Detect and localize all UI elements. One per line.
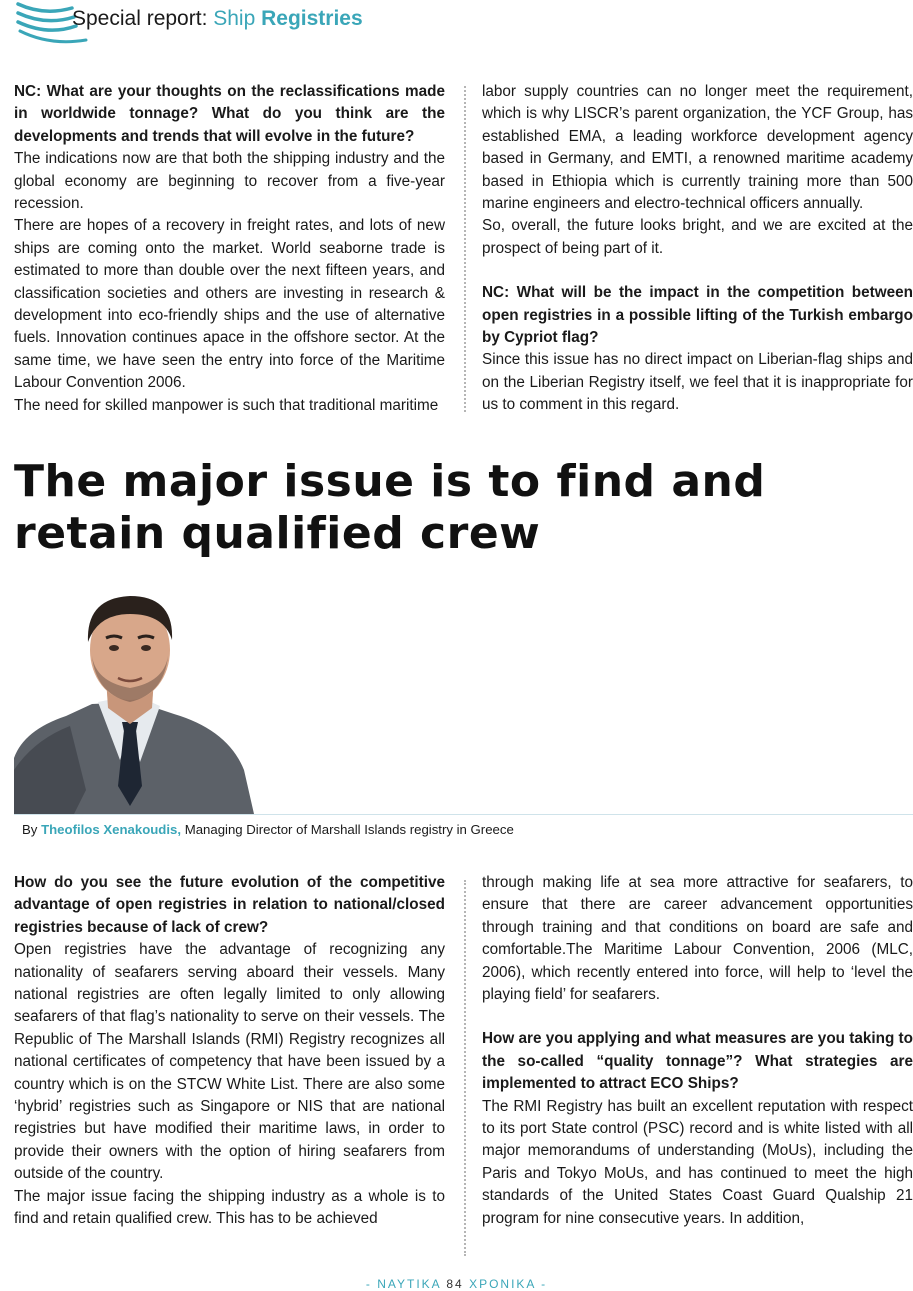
byline-role: Managing Director of Marshall Islands registry in Greece xyxy=(184,822,514,837)
top-right-column xyxy=(482,81,913,417)
paragraph-gap xyxy=(482,1006,913,1028)
byline-author: Theofilos Xenakoudis, xyxy=(41,822,182,837)
section-title xyxy=(72,7,363,31)
section-topic-registries: Registries xyxy=(261,7,363,30)
interview-question: NC: What will be the impact in the competition between open registries in a possible lifting of the Turkish embargo by Cypriot flag? xyxy=(482,284,913,347)
interview-question: NC: What are your thoughts on the reclassifications made in worldwide tonnage? What do you think are the developments and trends that will evolve in the future? xyxy=(14,83,445,145)
section-header xyxy=(14,0,414,50)
byline-rule xyxy=(14,814,913,815)
answer-paragraph: labor supply countries can no longer meet the requirement, which is why LISCR’s parent organization, the YCF Group, has established EMA, a leading workforce development agency based in Germany, and EMTI, a renowned maritime academy based in Ethiopia which is currently training more than 500 marine engineers and electro-technical officers annually. xyxy=(482,83,913,213)
answer-paragraph: So, overall, the future looks bright, and we are excited at the prospect of being part of it. xyxy=(482,217,913,257)
interview-question: How are you applying and what measures are you taking to the so-called “quality tonnage”? What strategies are implemented to attract ECO Ships? xyxy=(482,1030,913,1093)
bottom-left-column xyxy=(14,872,445,1231)
byline xyxy=(22,822,514,837)
answer-paragraph: through making life at sea more attractive for seafarers, to ensure that there are career advancement opportunities through training and that conditions on board are safe and comfortable.The Maritime Labour Convention, 2006 (MLC, 2006), which recently entered into force, will help to ‘level the playing field’ for seafarers. xyxy=(482,874,913,1004)
top-column-divider xyxy=(464,86,466,412)
answer-paragraph: The RMI Registry has built an excellent reputation with respect to its port State control (PSC) record and is white listed with all major memorandums of understanding (MoUs), including the Paris and Tokyo MoUs, and has continued to meet the high standards of the United States Coast Guard Qualship 21 program for nine consecutive years. In addition, xyxy=(482,1097,913,1227)
answer-paragraph: The need for skilled manpower is such that traditional maritime xyxy=(14,396,439,414)
footer-magazine-right: ΧΡΟΝΙΚΑ - xyxy=(469,1277,548,1291)
section-topic-ship: Ship xyxy=(213,7,256,30)
page-number: 84 xyxy=(446,1277,464,1291)
answer-paragraph: The major issue facing the shipping industry as a whole is to find and retain qualified crew. This has to be achieved xyxy=(14,1187,445,1228)
author-portrait xyxy=(14,590,254,814)
paragraph-gap xyxy=(482,260,913,282)
answer-paragraph: Open registries have the advantage of recognizing any nationality of seafarers serving aboard their vessels. Many national registries are often legally limited to only allowing seafarers of that flag’s nationality to serve on their vessels. The Republic of The Marshall Islands (RMI) Registry recognizes all national certificates of competency that have been issued by a country which is on the STCW White List. There are also some ‘hybrid’ registries such as Singapore or NIS that are national registries but have modified their maritime laws, in order to provide their owners with the option of hiring seafarers from outside of the country. xyxy=(14,941,445,1183)
answer-paragraph: The indications now are that both the shipping industry and the global economy are beginning to recover from a five-year recession. xyxy=(14,150,445,213)
bottom-right-column xyxy=(482,872,913,1230)
byline-prefix: By xyxy=(22,822,38,837)
section-label: Special report: xyxy=(72,7,208,30)
bottom-column-divider xyxy=(464,880,466,1256)
footer-magazine-left: - ΝΑΥΤΙΚΑ xyxy=(365,1277,442,1291)
page-footer xyxy=(0,1277,913,1291)
answer-paragraph: Since this issue has no direct impact on Liberian-flag ships and on the Liberian Registry itself, we feel that it is inappropriate for us to comment in this regard. xyxy=(482,351,913,414)
interview-question: How do you see the future evolution of the competitive advantage of open registries in relation to national/closed registries because of lack of crew? xyxy=(14,874,445,936)
top-left-column xyxy=(14,81,445,417)
article-headline: The major issue is to find and retain qualified crew xyxy=(14,456,766,559)
answer-paragraph: There are hopes of a recovery in freight rates, and lots of new ships are coming onto the market. World seaborne trade is estimated to more than double over the next fifteen years, and classification societies and others are investing in research & development into eco-friendly ships and the use of alternative fuels. Innovation continues apace in the offshore sector. At the same time, we have seen the entry into force of the Maritime Labour Convention 2006. xyxy=(14,217,445,392)
